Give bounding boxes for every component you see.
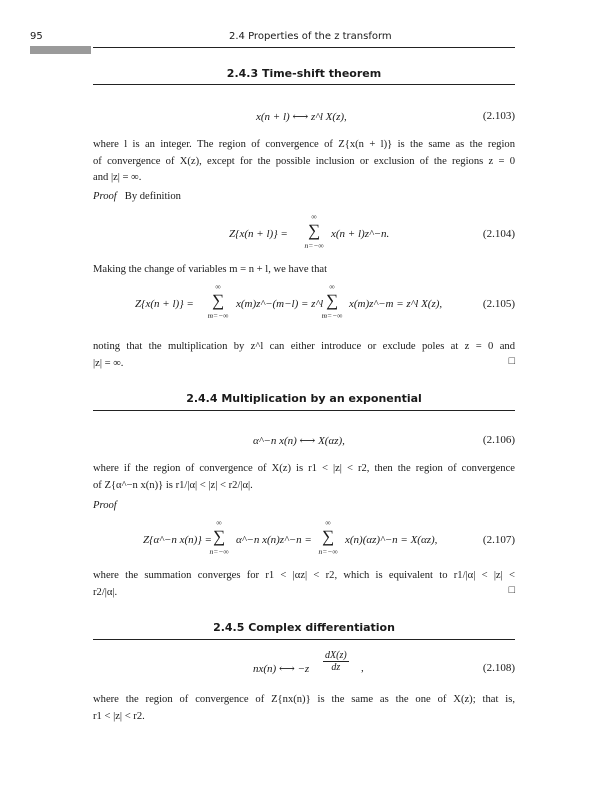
text-line: r1 < |z| < r2. <box>93 710 145 722</box>
fraction-denominator: dz <box>331 662 341 673</box>
sum-symbol: ∑ ∞ n=−∞ <box>209 518 229 556</box>
equation-number: (2.104) <box>482 228 515 240</box>
equation-term: x(m)z^−(m−l) = z^l <box>236 298 324 310</box>
text-line: of Z{α^−n x(n)} is r1/|α| < |z| < r2/|α|. <box>93 479 253 491</box>
section-title-2-4-3: 2.4.3 Time-shift theorem <box>226 67 382 80</box>
equation-term: x(n)(αz)^−n = X(αz), <box>345 534 438 546</box>
sum-symbol: ∑ ∞ n=−∞ <box>318 518 338 556</box>
equation-term: x(m)z^−m = z^l X(z), <box>349 298 443 310</box>
sum-upper-limit: ∞ <box>216 518 222 527</box>
equation-number: (2.107) <box>482 534 515 546</box>
qed-symbol: □ <box>508 355 515 367</box>
sum-upper-limit: ∞ <box>215 282 221 291</box>
text-line: r2/|α|. <box>93 586 118 598</box>
sum-symbol: ∑ ∞ m=−∞ <box>207 282 229 320</box>
sum-upper-limit: ∞ <box>329 282 335 291</box>
equation-tail: , <box>361 662 364 674</box>
equation-number: (2.103) <box>482 110 515 122</box>
proof-label: Proof <box>93 500 117 511</box>
section-title-2-4-4: 2.4.4 Multiplication by an exponential <box>186 392 422 405</box>
fraction-numerator: dX(z) <box>325 650 347 661</box>
text-line: where l is an integer. The region of convergence of Z{x(n + l)} is the same as the region <box>93 139 515 150</box>
text-line: |z| = ∞. <box>93 357 124 369</box>
fraction <box>323 650 349 673</box>
summation <box>209 518 229 556</box>
equation-lhs: nx(n) ⟷ −z <box>253 663 310 675</box>
paragraph-summation-converges <box>93 568 515 601</box>
equation-lhs: Z{α^−n x(n)} = <box>143 534 212 546</box>
summation <box>207 282 229 320</box>
sum-upper-limit: ∞ <box>311 212 317 221</box>
section-rule-2-4-4 <box>93 410 515 411</box>
equation-body: α^−n x(n) ⟷ X(αz), <box>253 435 345 447</box>
text-line: where the region of convergence of Z{nx(n)} is the same as the one of X(z); that is, <box>93 694 515 705</box>
equation-number: (2.106) <box>482 434 515 446</box>
proof-heading <box>93 191 181 202</box>
paragraph-change-of-variables <box>93 262 515 279</box>
section-title-2-4-5: 2.4.5 Complex differentiation <box>213 621 395 634</box>
paragraph-exponential-roc <box>93 461 515 494</box>
text-line: where the summation converges for r1 < |αz| < r2, which is equivalent to r1/|α| < |z| < <box>93 570 515 581</box>
running-title: 2.4 Properties of the z transform <box>229 31 392 42</box>
sum-lower-limit: n=−∞ <box>209 547 229 556</box>
section-rule-2-4-3 <box>93 84 515 85</box>
summation <box>304 212 324 250</box>
summation <box>321 282 343 320</box>
proof-label: Proof <box>93 191 117 202</box>
derivative-fraction <box>323 650 349 673</box>
chapter-tab-marker <box>30 46 91 54</box>
proof-text: By definition <box>124 191 181 202</box>
sum-symbol: ∑ ∞ m=−∞ <box>321 282 343 320</box>
sum-lower-limit: n=−∞ <box>304 241 324 250</box>
sum-upper-limit: ∞ <box>325 518 331 527</box>
page-number: 95 <box>30 31 43 42</box>
sum-lower-limit: n=−∞ <box>318 547 338 556</box>
equation-term: x(n + l)z^−n. <box>331 228 390 240</box>
section-rule-2-4-5 <box>93 639 515 640</box>
text-line: of convergence of X(z), except for the possible inclusion or exclusion of the regions z = 0 <box>93 155 515 167</box>
text-line: Making the change of variables m = n + l, we have that <box>93 264 328 275</box>
equation-number: (2.108) <box>482 662 515 674</box>
equation-term: α^−n x(n)z^−n = <box>236 534 312 546</box>
equation-body: x(n + l) ⟷ z^l X(z), <box>256 111 347 123</box>
paragraph-region-of-convergence <box>93 137 515 187</box>
running-header <box>30 31 516 45</box>
equation-lhs: Z{x(n + l)} = <box>229 228 288 240</box>
sum-lower-limit: m=−∞ <box>207 311 229 320</box>
header-rule <box>93 47 515 48</box>
equation-number: (2.105) <box>482 298 515 310</box>
paragraph-poles-note <box>93 339 515 372</box>
paragraph-differentiation-roc <box>93 692 515 725</box>
text-line: noting that the multiplication by z^l can either introduce or exclude poles at z = 0 and <box>93 341 515 352</box>
sum-symbol: ∑ ∞ n=−∞ <box>304 212 324 250</box>
summation <box>318 518 338 556</box>
qed-symbol: □ <box>508 584 515 596</box>
sum-lower-limit: m=−∞ <box>321 311 343 320</box>
equation-lhs: Z{x(n + l)} = <box>135 298 194 310</box>
proof-heading <box>93 500 117 511</box>
text-line: and |z| = ∞. <box>93 172 142 184</box>
text-line: where if the region of convergence of X(z) is r1 < |z| < r2, then the region of convergence <box>93 463 515 474</box>
